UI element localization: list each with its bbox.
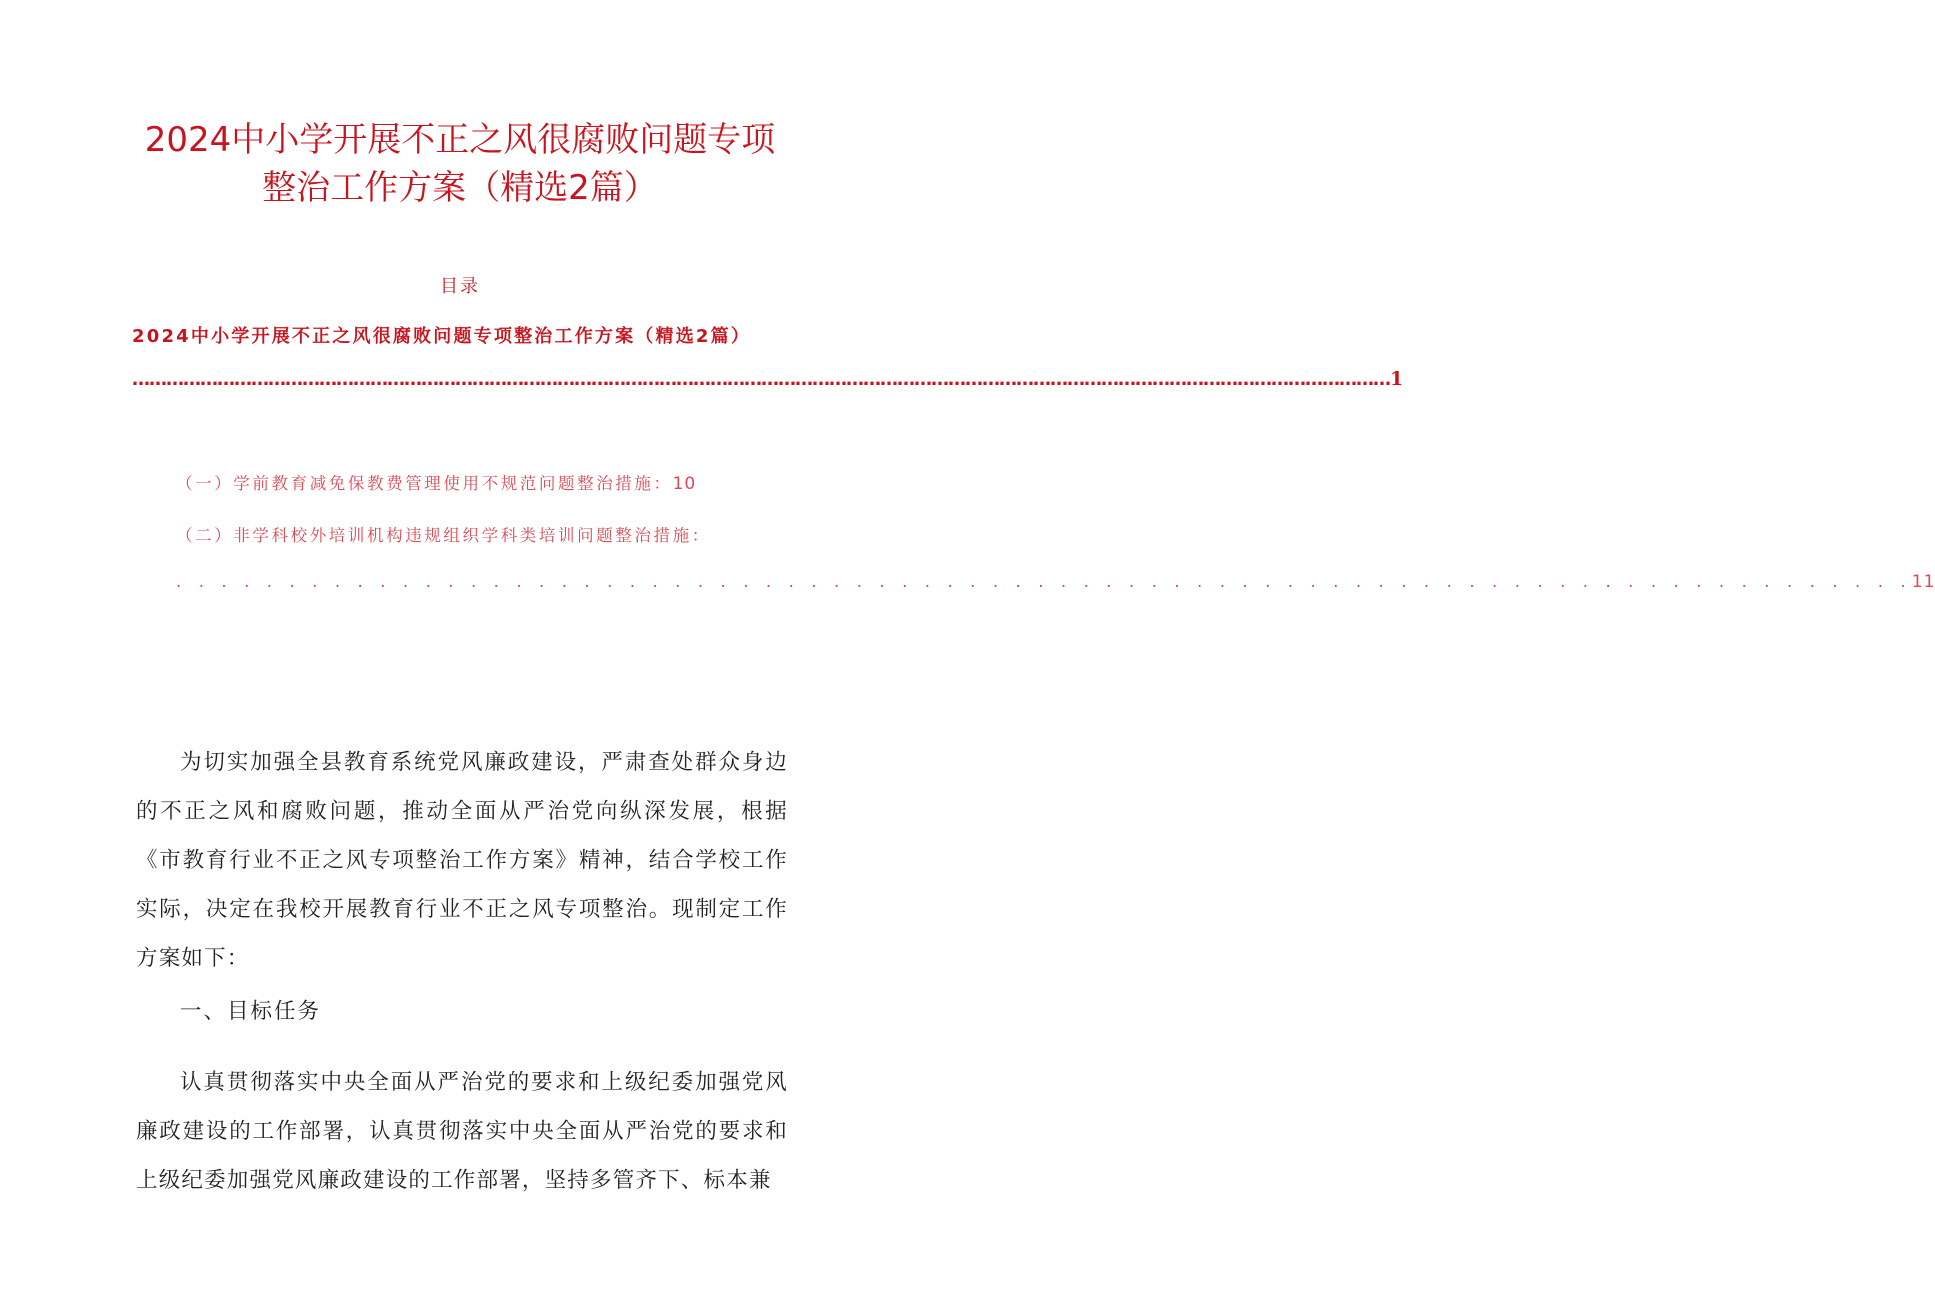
toc-main-entry-page: 1 [1390,368,1404,390]
toc-dot-leader: …………………………………………………………………………………………………………………………………………………………………………………………………… [132,369,1390,390]
section-heading-1: 一、目标任务 [180,999,322,1024]
toc-sub-entry-1-label: （一）学前教育减免保教费管理使用不规范问题整治措施： [176,474,673,493]
toc-main-entry-label[interactable]: 2024中小学开展不正之风很腐败问题专项整治工作方案（精选2篇） [132,326,752,347]
document-title-line-2: 整治工作方案（精选2篇） [262,168,658,208]
toc-heading: 目录 [440,276,480,297]
toc-sub-entry-1-page: 10 [672,474,697,494]
toc-main-entry-leader[interactable] [132,368,1404,390]
toc-sub-entry-2-page: 11 [1911,572,1935,592]
document-title-line-1: 2024中小学开展不正之风很腐败问题专项 [144,120,776,160]
toc-dot-leader: . . . . . . . . . . . . . . . . . . . . . . . . . . . . . . . . . . . . . . . . . . . . . . . . . . . . . . . . . . . . . . . . . . . . . . . . . . . . . [176,572,1912,591]
toc-sub-entry-2-leader[interactable] [176,572,1935,592]
toc-sub-entry-2-label[interactable]: （二）非学科校外培训机构违规组织学科类培训问题整治措施： [176,526,711,545]
toc-sub-entry-1[interactable] [176,470,696,494]
body-paragraph-2: 认真贯彻落实中央全面从严治党的要求和上级纪委加强党风廉政建设的工作部署，认真贯彻落实中央全面从严治党的要求和上级纪委加强党风廉政建设的工作部署，坚持多管齐下、标本兼 [136,1070,788,1193]
body-paragraph-1: 为切实加强全县教育系统党风廉政建设，严肃查处群众身边的不正之风和腐败问题，推动全面从严治党向纵深发展，根据《市教育行业不正之风专项整治工作方案》精神，结合学校工作实际，决定在我校开展教育行业不正之风专项整治。现制定工作方案如下： [136,750,788,971]
